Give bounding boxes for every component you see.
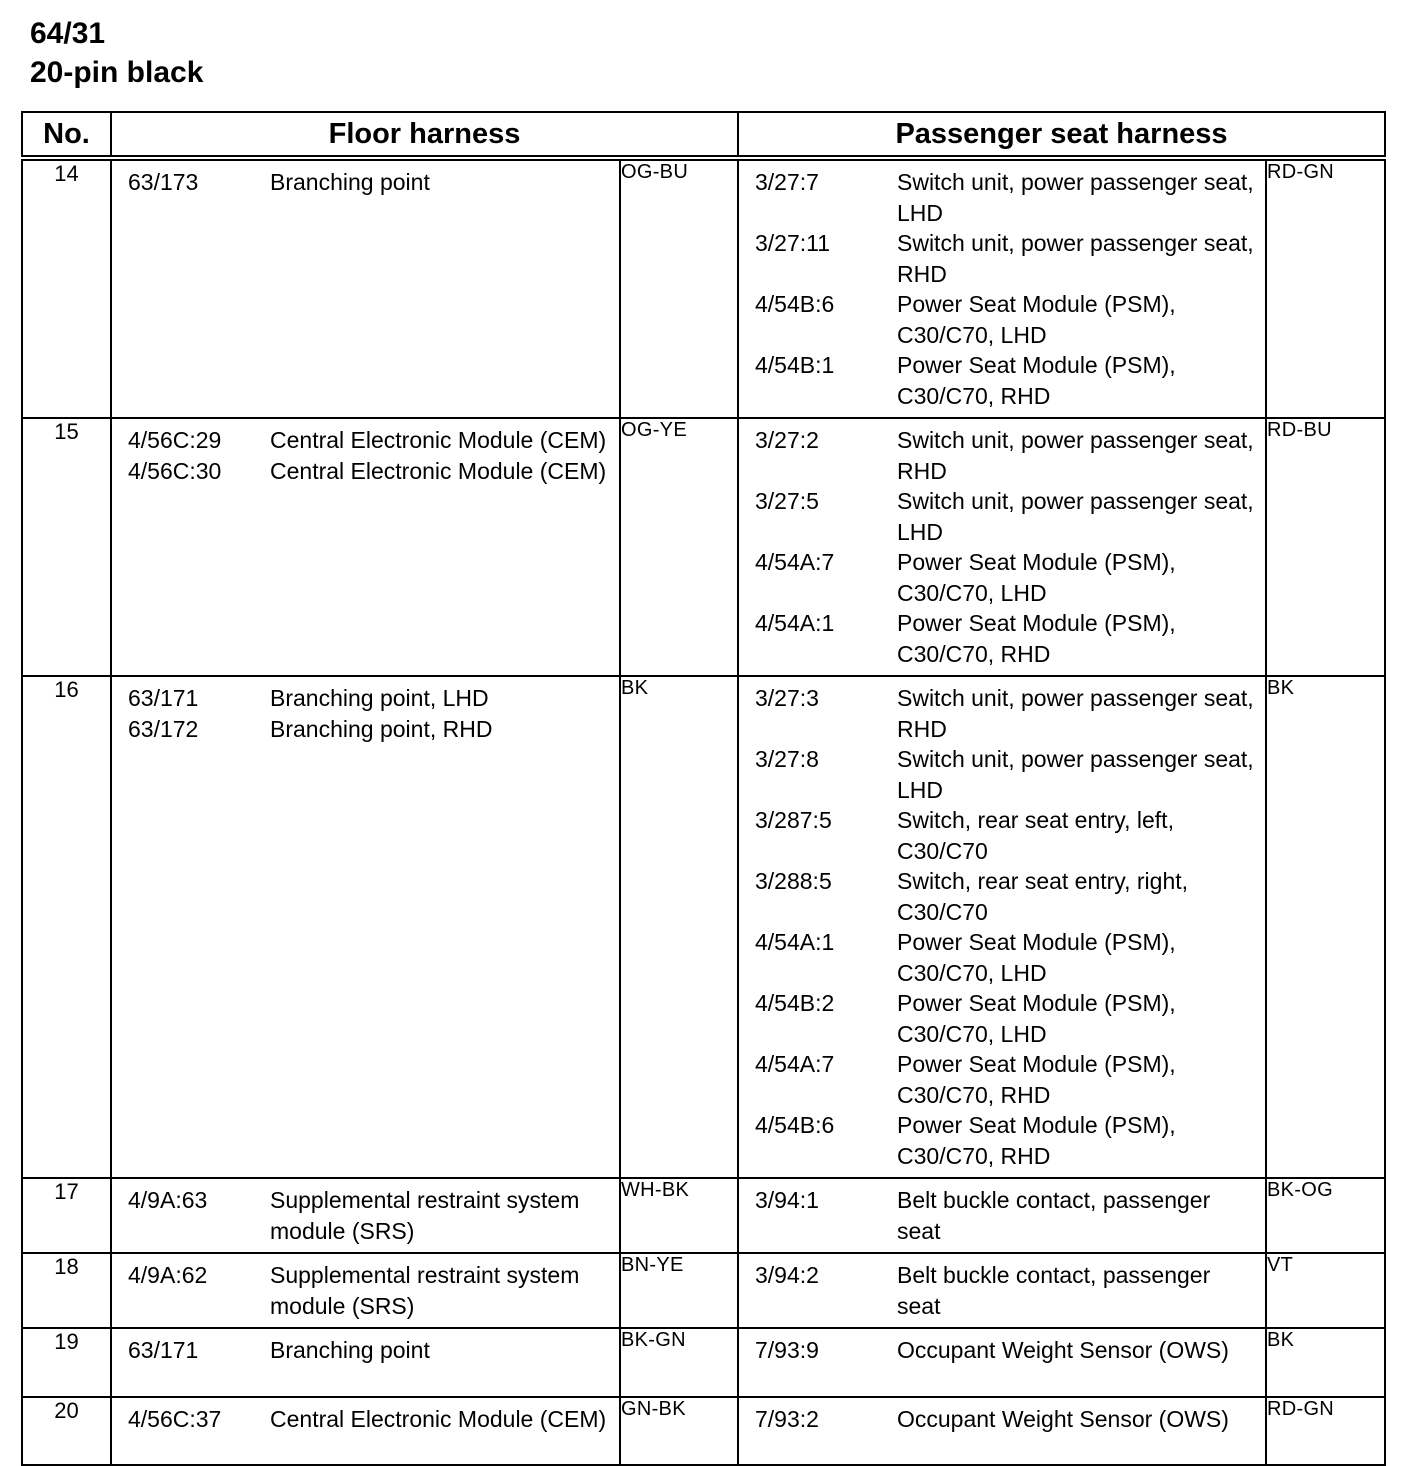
component-description: Power Seat Module (PSM), C30/C70, LHD [897,990,1176,1047]
floor-wire-color: BK [620,676,738,1178]
component-code: 3/27:11 [755,230,831,256]
component-description: Switch, rear seat entry, left, C30/C70 [897,807,1174,864]
table-row [22,1328,1385,1397]
seat-wire-color: BK [1266,1328,1385,1397]
connector-id: 64/31 [30,17,106,50]
list-item [112,683,619,714]
seat-wire-color: VT [1266,1253,1385,1328]
list-item [112,1260,619,1321]
seat-wire-color: RD-GN [1266,1397,1385,1465]
list-item [112,167,619,198]
component-code: 3/94:1 [755,1187,819,1213]
seat-wire-color: RD-GN [1266,158,1385,418]
list-item [739,1049,1265,1110]
seat-harness-cell [738,418,1266,676]
component-description: Branching point [270,1337,430,1363]
floor-harness-cell [111,158,620,418]
component-code: 63/171 [128,685,199,711]
component-code: 63/173 [128,169,199,195]
component-code: 63/172 [128,715,199,742]
floor-harness-cell [111,676,620,1178]
floor-wire-color: WH-BK [620,1178,738,1253]
list-item [112,1404,619,1435]
component-description: Central Electronic Module (CEM) [270,1406,607,1432]
component-code: 3/27:3 [755,685,819,711]
component-description: Supplemental restraint system module (SRS) [270,1187,580,1244]
component-description: Switch unit, power passenger seat, RHD [897,427,1254,484]
floor-harness-cell [111,1253,620,1328]
component-code: 3/27:7 [755,169,819,195]
list-item [739,547,1265,608]
pin-number: 15 [22,418,111,676]
floor-wire-color: BK-GN [620,1328,738,1397]
component-description: Power Seat Module (PSM), C30/C70, RHD [897,352,1176,409]
header-floor-harness: Floor harness [111,112,738,158]
table-row [22,1178,1385,1253]
list-item [739,486,1265,547]
floor-harness-cell [111,1397,620,1465]
list-item [112,425,619,456]
seat-wire-color: BK [1266,676,1385,1178]
component-description: Belt buckle contact, passenger seat [897,1187,1211,1244]
floor-wire-color: OG-BU [620,158,738,418]
seat-harness-cell [738,1328,1266,1397]
seat-harness-cell [738,158,1266,418]
floor-wire-color: GN-BK [620,1397,738,1465]
header-no: No. [22,112,111,158]
list-item [739,988,1265,1049]
component-code: 4/56C:30 [128,457,222,484]
component-description: Occupant Weight Sensor (OWS) [897,1337,1229,1363]
component-code: 4/54B:2 [755,990,835,1016]
table-row [22,158,1385,418]
seat-wire-color: BK-OG [1266,1178,1385,1253]
component-description: Switch unit, power passenger seat, LHD [897,746,1254,803]
list-item [739,425,1265,486]
seat-wire-color: RD-BU [1266,418,1385,676]
component-description: Power Seat Module (PSM), C30/C70, LHD [897,929,1176,986]
component-code: 4/54A:1 [755,929,835,955]
component-description: Power Seat Module (PSM), C30/C70, LHD [897,549,1176,606]
list-item [112,714,619,745]
component-code: 3/27:8 [755,746,819,772]
pin-table [21,111,1386,1466]
pin-number: 18 [22,1253,111,1328]
component-description: Branching point [270,169,430,195]
component-code: 4/54A:7 [755,1051,835,1077]
list-item [739,167,1265,228]
component-description: Switch unit, power passenger seat, LHD [897,488,1254,545]
component-description: Switch unit, power passenger seat, LHD [897,169,1254,226]
header-passenger-seat-harness: Passenger seat harness [738,112,1385,158]
component-description: Branching point, LHD [270,685,489,711]
seat-harness-cell [738,1397,1266,1465]
component-description: Central Electronic Module (CEM) [270,427,607,453]
list-item [739,228,1265,289]
component-description: Switch unit, power passenger seat, RHD [897,685,1254,742]
component-code: 4/9A:63 [128,1187,208,1213]
component-code: 4/54A:7 [755,549,835,575]
component-code: 4/9A:62 [128,1262,208,1288]
list-item [739,608,1265,669]
component-description: Power Seat Module (PSM), C30/C70, RHD [897,610,1176,667]
table-row [22,676,1385,1178]
component-code: 4/54A:1 [755,610,835,636]
component-description: Central Electronic Module (CEM) [270,457,607,484]
component-code: 3/287:5 [755,807,832,833]
component-description: Branching point, RHD [270,715,493,742]
list-item [739,927,1265,988]
component-code: 7/93:2 [755,1406,819,1432]
component-description: Switch, rear seat entry, right, C30/C70 [897,868,1189,925]
list-item [739,1185,1265,1246]
component-code: 4/54B:1 [755,352,835,378]
component-code: 3/94:2 [755,1262,819,1288]
pin-number: 16 [22,676,111,1178]
seat-harness-cell [738,676,1266,1178]
component-code: 3/288:5 [755,868,832,894]
pin-number: 17 [22,1178,111,1253]
list-item [739,866,1265,927]
component-description: Supplemental restraint system module (SRS) [270,1262,580,1319]
component-description: Belt buckle contact, passenger seat [897,1262,1211,1319]
table-header-row [22,112,1385,158]
component-description: Power Seat Module (PSM), C30/C70, RHD [897,1051,1176,1108]
component-code: 4/54B:6 [755,291,835,317]
list-item [739,1110,1265,1171]
floor-harness-cell [111,1178,620,1253]
component-code: 4/56C:29 [128,427,222,453]
seat-harness-cell [738,1253,1266,1328]
list-item [739,289,1265,350]
table-body [22,158,1385,1465]
list-item [739,350,1265,411]
list-item [739,805,1265,866]
component-code: 7/93:9 [755,1337,819,1363]
component-code: 3/27:2 [755,427,819,453]
floor-wire-color: BN-YE [620,1253,738,1328]
list-item [739,1260,1265,1321]
component-code: 3/27:5 [755,488,819,514]
list-item [739,683,1265,744]
seat-harness-cell [738,1178,1266,1253]
component-code: 4/56C:37 [128,1406,222,1432]
table-row [22,418,1385,676]
component-description: Occupant Weight Sensor (OWS) [897,1406,1229,1432]
floor-harness-cell [111,1328,620,1397]
component-code: 63/171 [128,1337,199,1363]
list-item [112,1335,619,1366]
connector-description: 20-pin black [30,56,204,89]
list-item [112,456,619,487]
list-item [112,1185,619,1246]
floor-wire-color: OG-YE [620,418,738,676]
component-code: 4/54B:6 [755,1112,835,1138]
list-item [739,1404,1265,1435]
list-item [739,744,1265,805]
list-item [739,1335,1265,1366]
component-description: Switch unit, power passenger seat, RHD [897,230,1254,287]
component-description: Power Seat Module (PSM), C30/C70, RHD [897,1112,1176,1169]
floor-harness-cell [111,418,620,676]
table-row [22,1253,1385,1328]
table-row [22,1397,1385,1465]
pin-number: 20 [22,1397,111,1465]
component-description: Power Seat Module (PSM), C30/C70, LHD [897,291,1176,348]
pin-number: 14 [22,158,111,418]
pin-number: 19 [22,1328,111,1397]
